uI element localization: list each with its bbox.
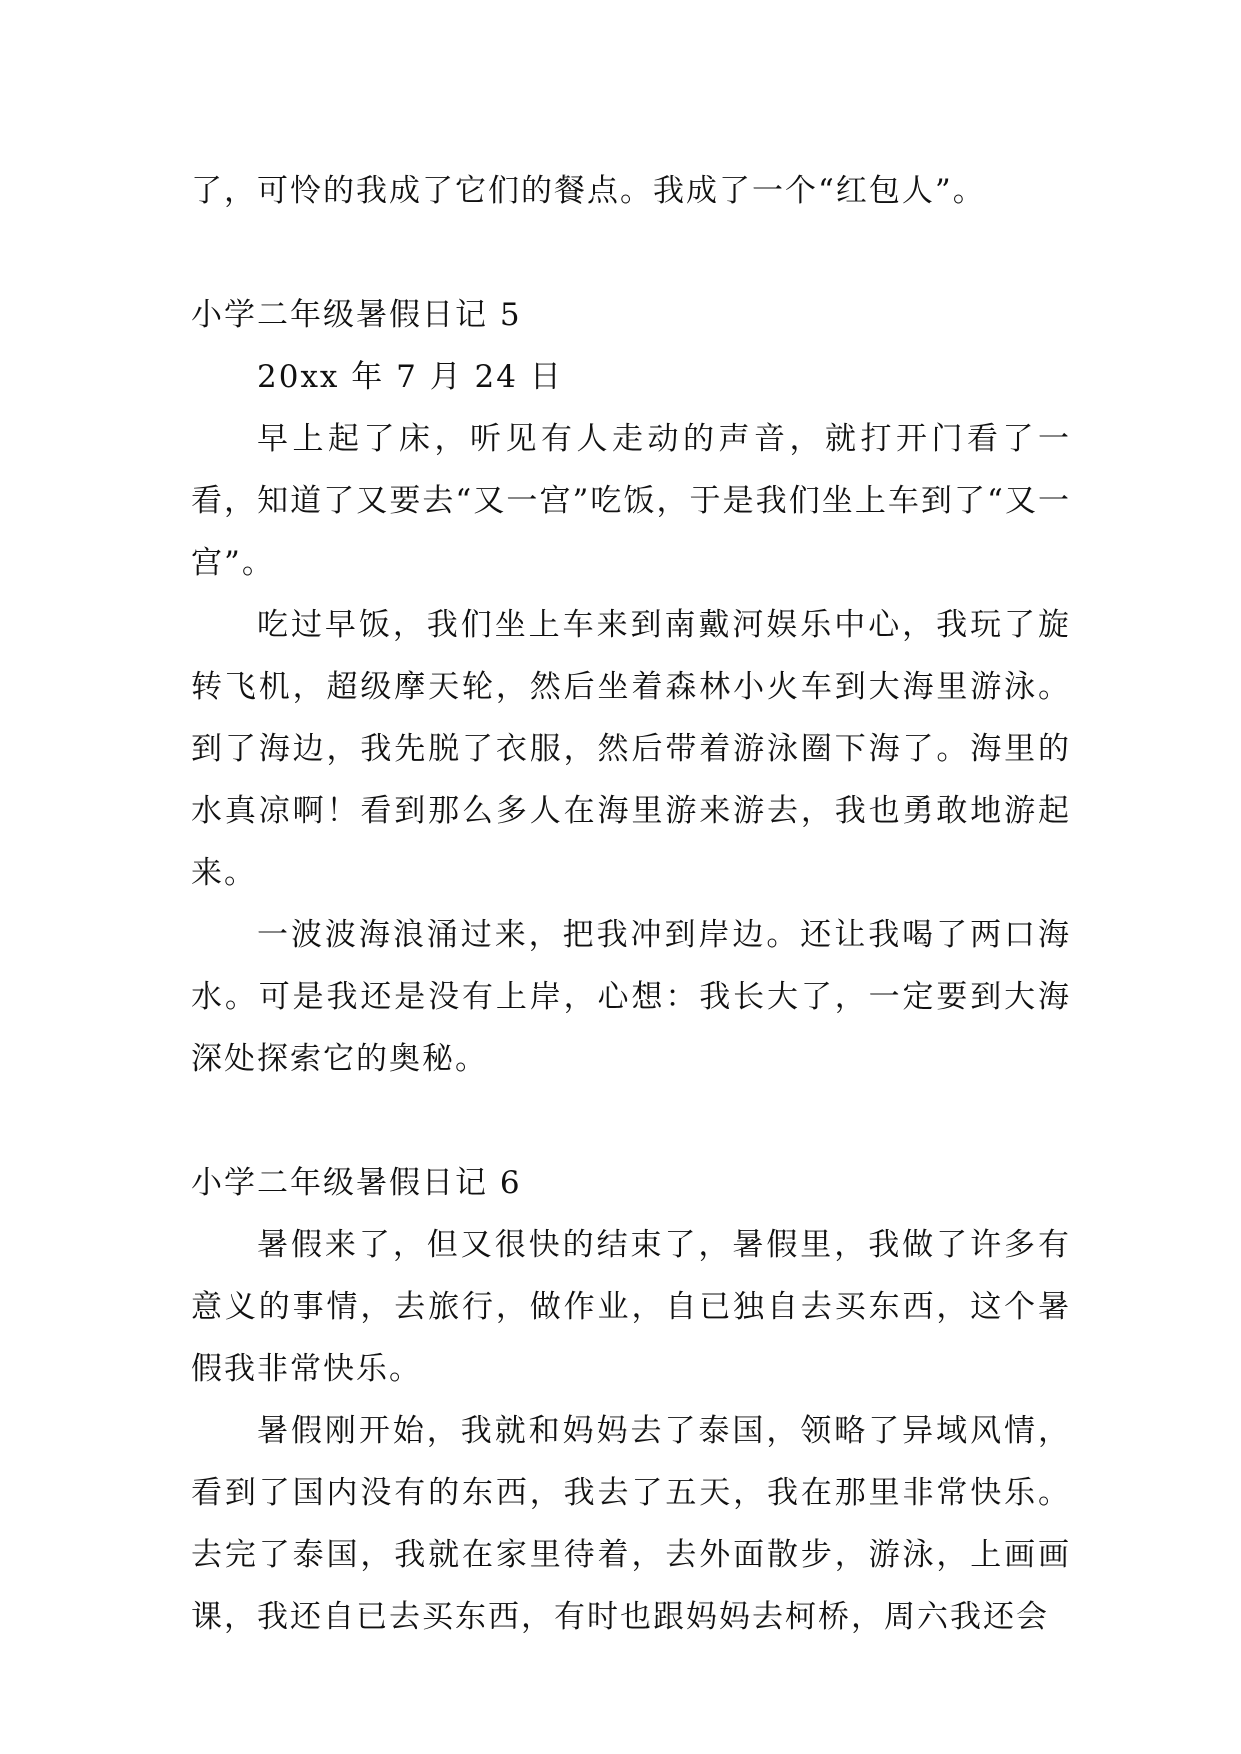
- entry-5-heading: 小学二年级暑假日记 5: [191, 297, 522, 333]
- entry-6-heading: 小学二年级暑假日记 6: [191, 1165, 522, 1201]
- entry-5-paragraph-1: 早上起了床，听见有人走动的声音，就打开门看了一看，知道了又要去“又一宫”吃饭，于是我们坐上车到了“又一宫”。: [191, 421, 1071, 581]
- entry-5-paragraph-2: 吃过早饭，我们坐上车来到南戴河娱乐中心，我玩了旋转飞机，超级摩天轮，然后坐着森林小火车到大海里游泳。到了海边，我先脱了衣服，然后带着游泳圈下海了。海里的水真凉啊！看到那么多人在海里游来游去，我也勇敢地游起来。: [191, 607, 1071, 891]
- section-gap: [191, 1090, 1071, 1152]
- document-body: [191, 160, 1071, 1648]
- entry-6-paragraph-2: 暑假刚开始，我就和妈妈去了泰国，领略了异域风情，看到了国内没有的东西，我去了五天，我在那里非常快乐。去完了泰国，我就在家里待着，去外面散步，游泳，上画画课，我还自已去买东西，有时也跟妈妈去柯桥，周六我还会: [191, 1413, 1071, 1635]
- entry-5-paragraph-3: 一波波海浪涌过来，把我冲到岸边。还让我喝了两口海水。可是我还是没有上岸，心想：我长大了，一定要到大海深处探索它的奥秘。: [191, 917, 1071, 1077]
- section-gap: [191, 222, 1071, 284]
- entry-6-paragraph-1: 暑假来了，但又很快的结束了，暑假里，我做了许多有意义的事情，去旅行，做作业，自已独自去买东西，这个暑假我非常快乐。: [191, 1227, 1071, 1387]
- continued-paragraph: 了，可怜的我成了它们的餐点。我成了一个“红包人”。: [191, 173, 986, 209]
- entry-5-date: 20xx 年 7 月 24 日: [257, 359, 563, 395]
